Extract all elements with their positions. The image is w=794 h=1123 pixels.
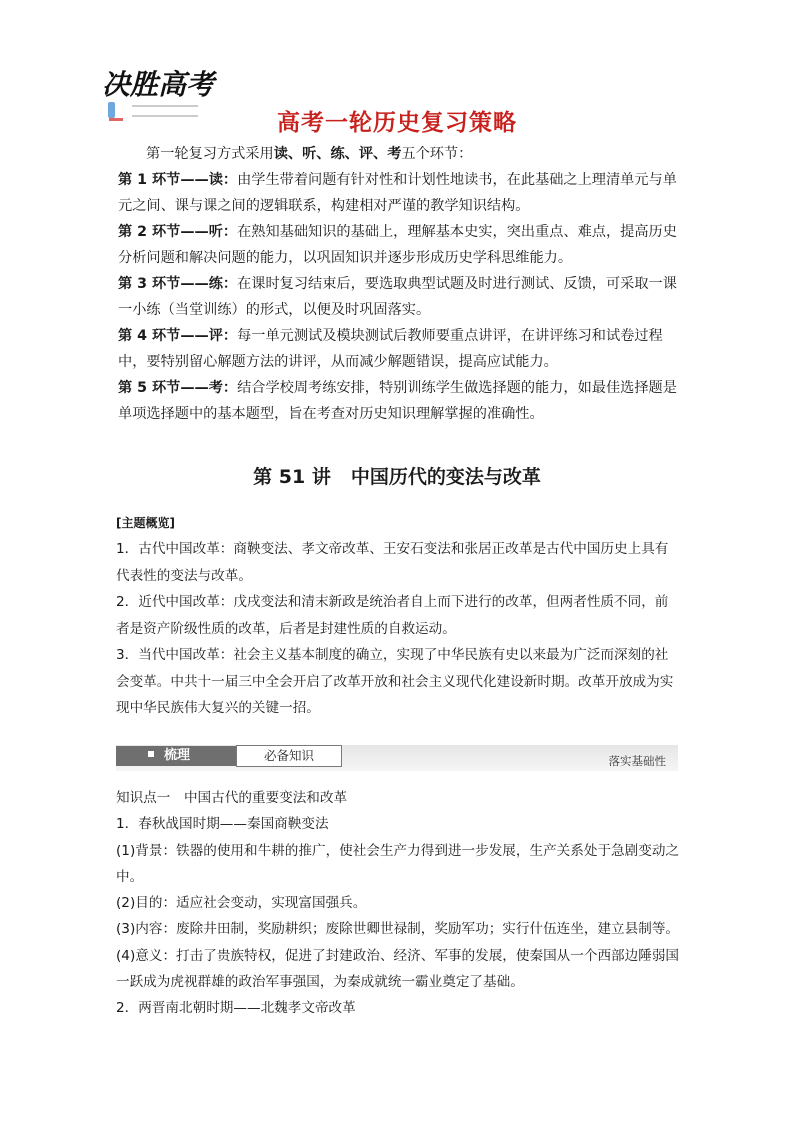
overview-item: 1．古代中国改革：商鞅变法、孝文帝改革、王安石变法和张居正改革是古代中国历史上具有代表性的变法与改革。: [116, 541, 669, 584]
method-step: 第 1 环节——读：由学生带着问题有针对性和计划性地读书，在此基础之上理清单元与单元之间、课与课之间的逻辑联系，构建相对严谨的教学知识结构。: [118, 172, 677, 214]
knowledge-line: (1)背景：铁器的使用和牛耕的推广，使社会生产力得到进一步发展，生产关系处于急剧变动之中。: [116, 842, 680, 885]
method-section: [118, 141, 678, 427]
overview-label: [主题概览]: [116, 516, 175, 530]
knowledge-line: (3)内容：废除井田制，奖励耕织；废除世卿世禄制，奖励军功；实行什伍连坐，建立县制等。: [116, 921, 680, 938]
overview-item: 2．近代中国改革：戊戌变法和清末新政是统治者自上而下进行的改革，但两者性质不同，前者是资产阶级性质的改革，后者是封建性质的自救运动。: [116, 594, 669, 637]
page-title: 高考一轮历史复习策略: [277, 110, 517, 136]
knowledge-line: (2)目的：适应社会变动，实现富国强兵。: [116, 895, 367, 912]
knowledge-subheading: 2．两晋南北朝时期——北魏孝文帝改革: [116, 1000, 356, 1017]
method-step: 第 4 环节——评：每一单元测试及模块测试后教师要重点讲评，在讲评练习和试卷过程中，要特别留心解题方法的讲评，从而减少解题错误，提高应试能力。: [118, 328, 663, 370]
method-step: 第 3 环节——练：在课时复习结束后，要选取典型试题及时进行测试、反馈，可采取一课一小练（当堂训练）的形式，以便及时巩固落实。: [118, 276, 677, 318]
knowledge-point-title: 知识点一 中国古代的重要变法和改革: [116, 790, 348, 806]
section-band: [116, 745, 678, 771]
band-tab: 必备知识: [236, 745, 342, 767]
knowledge-subheading: 1．春秋战国时期——秦国商鞅变法: [116, 816, 329, 833]
overview-item: 3．当代中国改革：社会主义基本制度的确立，实现了中华民族有史以来最为广泛而深刻的社会变革。中共十一届三中全会开启了改革开放和社会主义现代化建设新时期。改革开放成为实现中华民族伟大复兴的关键一招。: [116, 647, 674, 716]
lecture-title: 第 51 讲 中国历代的变法与改革: [253, 466, 541, 488]
knowledge-line: (4)意义：打击了贵族特权，促进了封建政治、经济、军事的发展，使秦国从一个西部边陲弱国一跃成为虎视群雄的政治军事强国，为秦成就统一霸业奠定了基础。: [116, 947, 680, 991]
band-label: 梳理: [116, 746, 236, 766]
logo-text: 决胜高考: [102, 68, 215, 101]
method-intro: 第一轮复习方式采用读、听、练、评、考五个环节：: [146, 146, 473, 162]
knowledge-content: [116, 785, 680, 1022]
band-right-label: 落实基础性: [608, 754, 666, 768]
overview-list: [116, 536, 678, 722]
method-step: 第 5 环节——考：结合学校周考练安排，特别训练学生做选择题的能力，如最佳选择题是单项选择题中的基本题型，旨在考查对历史知识理解掌握的准确性。: [118, 380, 677, 422]
square-bullet-icon: [148, 751, 154, 757]
method-step: 第 2 环节——听：在熟知基础知识的基础上，理解基本史实，突出重点、难点，提高历史分析问题和解决问题的能力，以巩固知识并逐步形成历史学科思维能力。: [118, 224, 677, 266]
